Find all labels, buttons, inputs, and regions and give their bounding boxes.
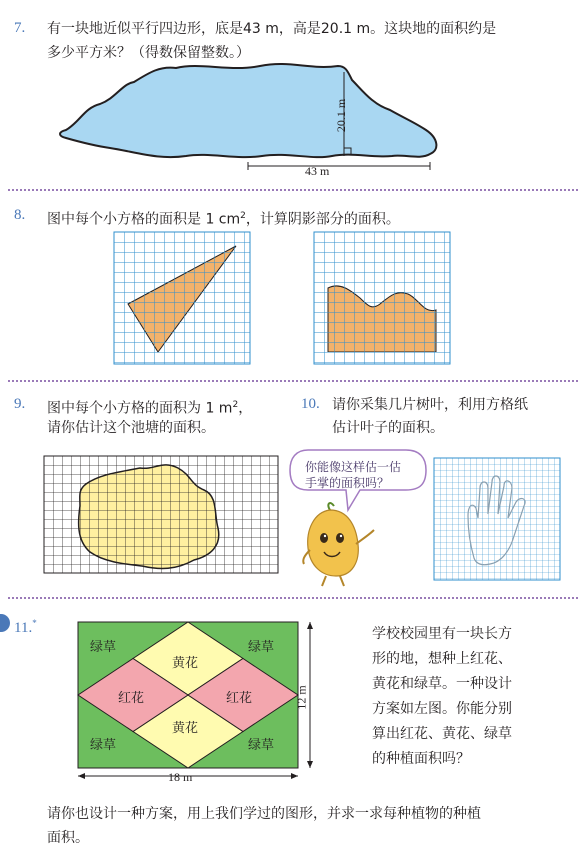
question-7-line-2: 多少平方米？（得数保留整数。） xyxy=(47,45,250,61)
question-7-line-1: 有一块地近似平行四边形，底是43 m，高是20.1 m。这块地的面积约是 xyxy=(47,21,497,37)
q11-right-line-4: 方案如左图。你能分别 xyxy=(372,701,512,717)
divider-1 xyxy=(8,189,578,191)
question-8-text: 图中每个小方格的面积是 1 $cm^2$，计算阴影部分的面积。 xyxy=(47,211,400,228)
parallelogram-land-figure xyxy=(0,0,586,190)
base-label: 43 m xyxy=(305,164,330,178)
question-9-line-2: 请你估计这个池塘的面积。 xyxy=(47,420,215,436)
q11-right-line-5: 算出红花、黄花、绿草 xyxy=(372,726,512,742)
height-label: 20.1 m xyxy=(334,98,349,133)
q11-right-line-2: 形的地，想种上红花、 xyxy=(372,651,512,667)
question-9-line-1: 图中每个小方格的面积为 1 $m^2$， xyxy=(47,400,253,417)
hand-grid-figure xyxy=(434,458,564,586)
question-8-number: 8. xyxy=(14,207,26,223)
label-green-bottom-left: 绿草 xyxy=(90,738,117,753)
pond-grid-figure xyxy=(44,456,284,582)
bubble-text-1: 你能像这样估一估 xyxy=(305,460,402,474)
q11-bottom-line-2: 面积。 xyxy=(47,830,89,846)
q11-bottom-line-1: 请你也设计一种方案，用上我们学过的图形，并求一求每种植物的种植 xyxy=(47,806,481,822)
garden-height-label: 12 m xyxy=(294,685,309,710)
label-green-top-left: 绿草 xyxy=(90,640,117,655)
q11-right-line-3: 黄花和绿草。一种设计 xyxy=(372,676,512,692)
label-green-top-right: 绿草 xyxy=(248,640,275,655)
question-10-line-1: 请你采集几片树叶，利用方格纸 xyxy=(332,397,528,413)
label-yellow-bottom: 黄花 xyxy=(172,721,199,736)
garden-width-label: 18 m xyxy=(168,770,193,784)
question-9-number: 9. xyxy=(14,396,26,412)
label-red-left: 红花 xyxy=(118,691,145,706)
label-red-right: 红花 xyxy=(226,691,253,706)
label-yellow-top: 黄花 xyxy=(172,656,199,671)
question-11-number: 11.* xyxy=(14,618,37,636)
grid-wave-figure xyxy=(314,232,454,368)
divider-2 xyxy=(8,380,578,382)
question-7-number: 7. xyxy=(14,20,26,36)
q11-right-line-6: 的种植面积吗？ xyxy=(372,751,470,767)
land-shape xyxy=(60,64,436,157)
bubble-text-2: 手掌的面积吗？ xyxy=(305,476,390,490)
label-green-bottom-right: 绿草 xyxy=(248,738,275,753)
q11-right-line-1: 学校校园里有一块长方 xyxy=(372,626,512,642)
question-10-number: 10. xyxy=(301,396,320,412)
potato-mascot xyxy=(300,500,380,590)
divider-3 xyxy=(8,597,578,599)
grid-triangle-figure xyxy=(114,232,254,368)
question-10-line-2: 估计叶子的面积。 xyxy=(332,420,444,436)
question-11-marker xyxy=(0,614,10,632)
